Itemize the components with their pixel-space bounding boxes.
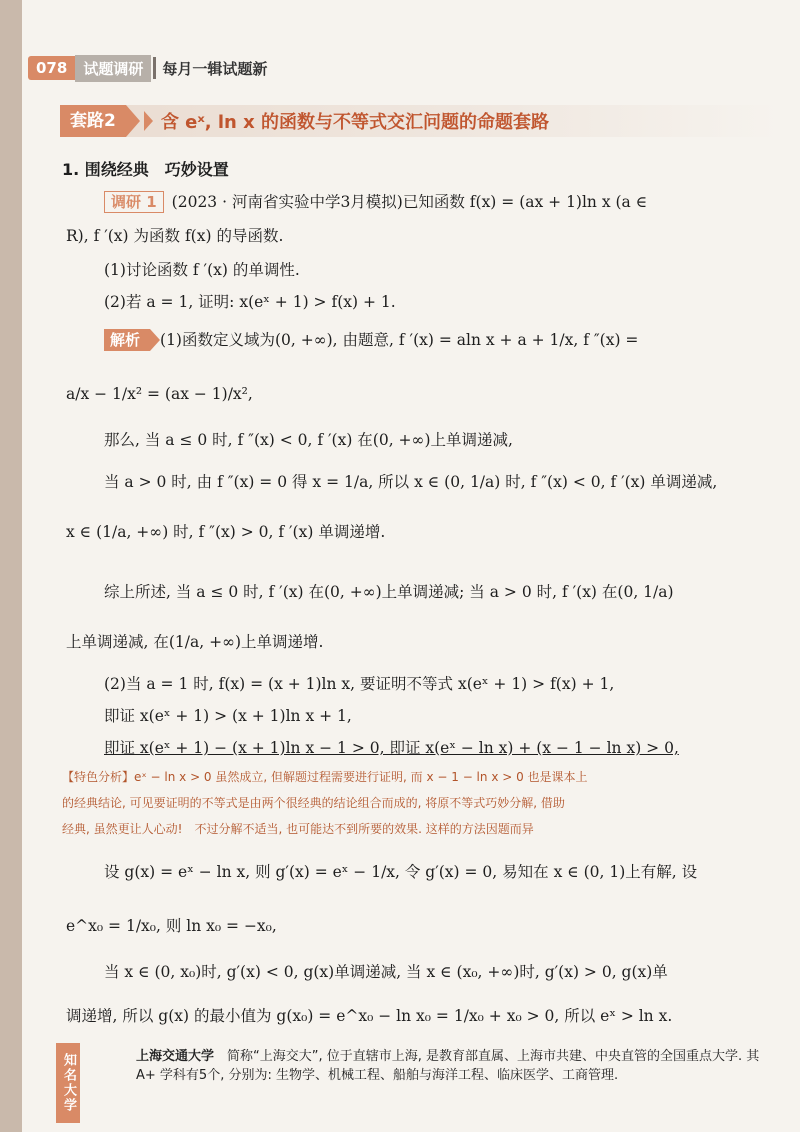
solution-text-10: 即证 x(eˣ + 1) − (x + 1)ln x − 1 > 0, 即证 x(eˣ − ln x) + (x − 1 − ln x) > 0,: [104, 739, 679, 757]
university-note-text: [136, 1047, 776, 1085]
feature-analysis-3: 经典, 虽然更让人心动! 不过分解不适当, 也可能达不到所要的效果. 这样的方法因题而异: [62, 822, 534, 836]
university-note: [56, 1043, 760, 1123]
problem-part-1: (1)讨论函数 f ′(x) 的单调性.: [104, 261, 300, 279]
solution-line-1: [104, 328, 638, 352]
page-header: [28, 54, 267, 82]
famous-university-label: 知名大学: [56, 1043, 80, 1123]
section-banner: [60, 105, 780, 137]
column-label: 试题调研: [75, 55, 151, 82]
solution-text-8: (2)当 a = 1 时, f(x) = (x + 1)ln x, 要证明不等式 x(eˣ + 1) > f(x) + 1,: [104, 675, 615, 693]
solution-text-14: 调递增, 所以 g(x) 的最小值为 g(x₀) = e^x₀ − ln x₀ = 1/x₀ + x₀ > 0, 所以 eˣ > ln x.: [66, 1007, 673, 1025]
problem-statement-1: (2023 · 河南省实验中学3月模拟)已知函数 f(x) = (ax + 1)ln x (a ∈: [171, 193, 648, 211]
section-heading: 1. 围绕经典 巧妙设置: [62, 160, 229, 179]
solution-text-5: x ∈ (1/a, +∞) 时, f ″(x) > 0, f ′(x) 单调递增.: [66, 523, 386, 541]
problem-part-2: (2)若 a = 1, 证明: x(eˣ + 1) > f(x) + 1.: [104, 293, 396, 311]
solution-text-9: 即证 x(eˣ + 1) > (x + 1)ln x + 1,: [104, 707, 352, 725]
solution-tag: 解析: [104, 329, 150, 351]
solution-text-6: 综上所述, 当 a ≤ 0 时, f ′(x) 在(0, +∞)上单调递减; 当 a > 0 时, f ′(x) 在(0, 1/a): [104, 583, 674, 601]
university-name: 上海交通大学: [136, 1049, 215, 1064]
solution-text-1: (1)函数定义域为(0, +∞), 由题意, f ′(x) = aln x + a + 1/x, f ″(x) =: [160, 331, 639, 349]
solution-text-3: 那么, 当 a ≤ 0 时, f ″(x) < 0, f ′(x) 在(0, +∞)上单调递减,: [104, 431, 513, 449]
problem-statement-2: R), f ′(x) 为函数 f(x) 的导函数.: [66, 227, 284, 245]
banner-arrow-small-icon: [144, 111, 153, 131]
header-slogan: 每月一辑试题新: [162, 59, 268, 78]
problem-line-1: [104, 190, 647, 214]
solution-text-12: e^x₀ = 1/x₀, 则 ln x₀ = −x₀,: [66, 917, 277, 935]
header-divider: [153, 57, 156, 79]
banner-title: 含 eˣ, ln x 的函数与不等式交汇问题的命题套路: [160, 112, 549, 133]
solution-text-2: a/x − 1/x² = (ax − 1)/x²,: [66, 385, 253, 403]
university-description: 简称“上海交大”, 位于直辖市上海, 是教育部直属、上海市共建、中央直管的全国重点大学. 其 A+ 学科有5个, 分别为: 生物学、机械工程、船舶与海洋工程、临床医学、工商管理.: [136, 1049, 760, 1083]
solution-text-4: 当 a > 0 时, 由 f ″(x) = 0 得 x = 1/a, 所以 x ∈ (0, 1/a) 时, f ″(x) < 0, f ′(x) 单调递减,: [104, 473, 718, 491]
page-edge-band: [0, 0, 22, 1132]
banner-arrow-icon: [126, 105, 140, 137]
solution-text-7: 上单调递减, 在(1/a, +∞)上单调递增.: [66, 633, 324, 651]
feature-analysis-2: 的经典结论, 可见要证明的不等式是由两个很经典的结论组合而成的, 将原不等式巧妙分解, 借助: [62, 796, 565, 810]
feature-analysis-1: 【特色分析】eˣ − ln x > 0 虽然成立, 但解题过程需要进行证明, 而 x − 1 − ln x > 0 也是课本上: [62, 770, 588, 784]
banner-tag: 套路2: [60, 105, 126, 137]
problem-tag: 调研 1: [104, 191, 164, 213]
page-number: 078: [28, 56, 75, 80]
solution-text-13: 当 x ∈ (0, x₀)时, g′(x) < 0, g(x)单调递减, 当 x ∈ (x₀, +∞)时, g′(x) > 0, g(x)单: [104, 963, 668, 981]
solution-text-11: 设 g(x) = eˣ − ln x, 则 g′(x) = eˣ − 1/x, 令 g′(x) = 0, 易知在 x ∈ (0, 1)上有解, 设: [104, 863, 698, 881]
